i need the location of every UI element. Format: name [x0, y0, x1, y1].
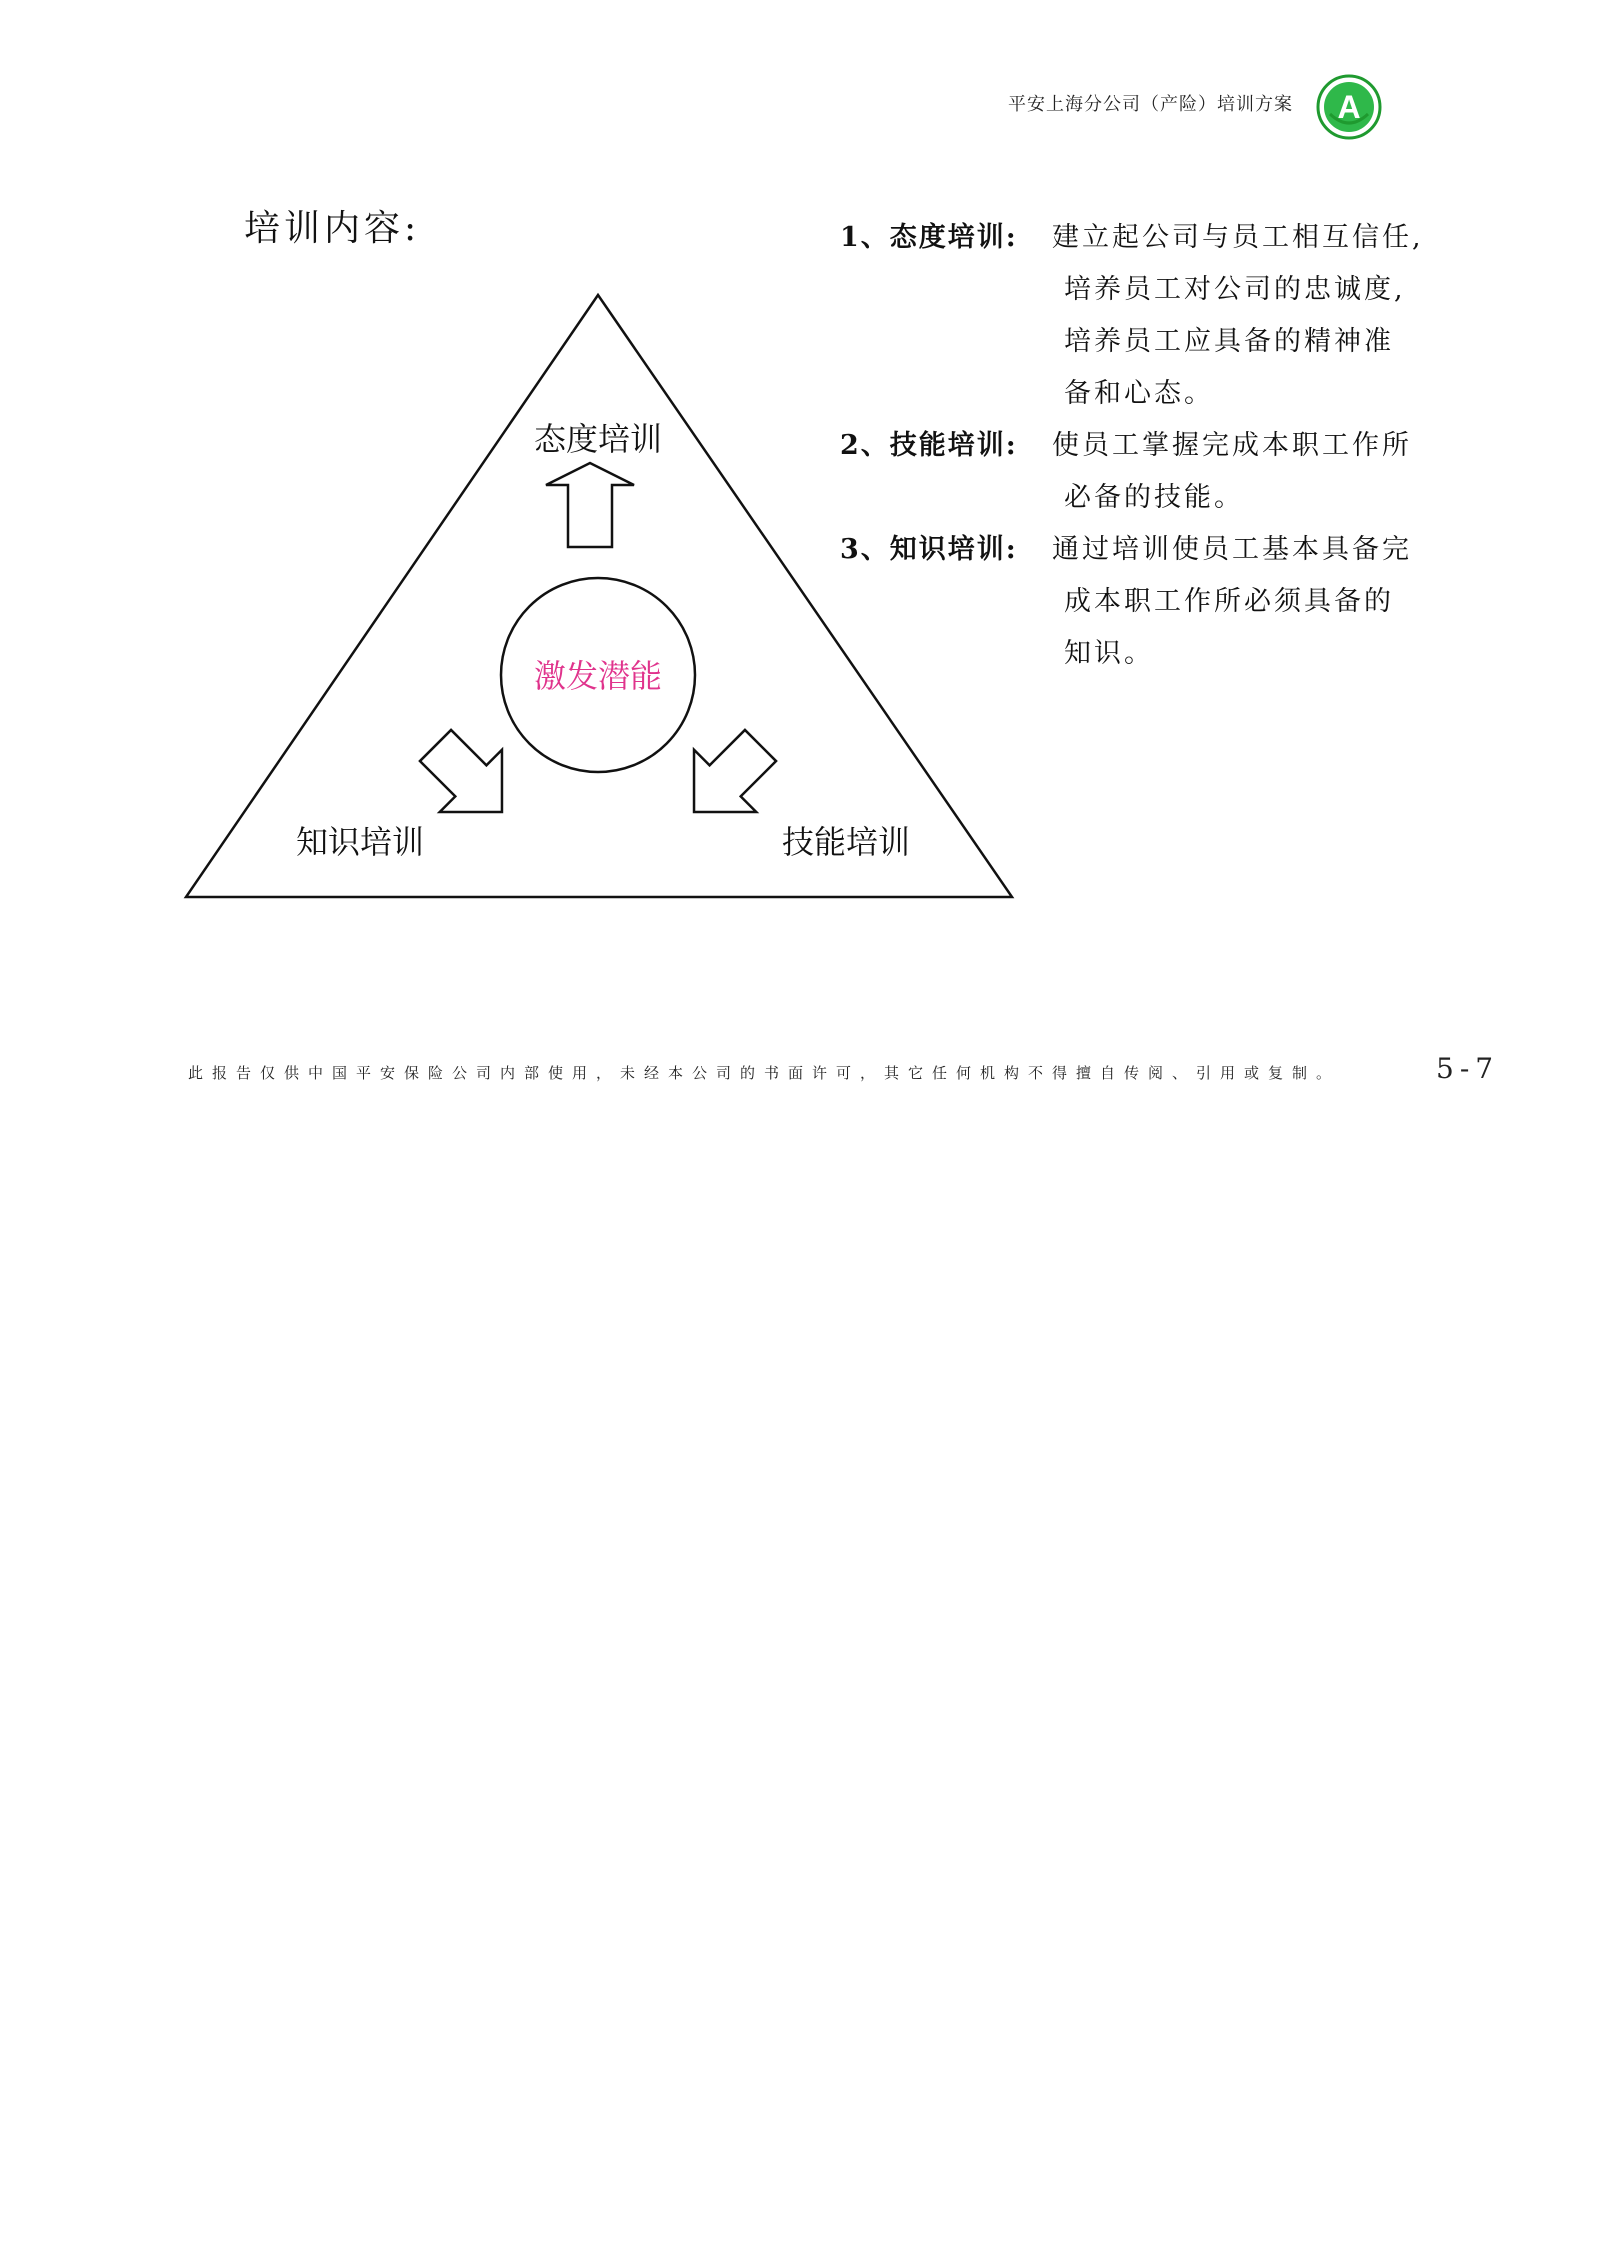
header-title: 平安上海分公司（产险）培训方案 — [1008, 94, 1293, 115]
item-line: 培养员工应具备的精神准 — [1064, 326, 1394, 357]
item-body — [1052, 212, 1480, 420]
list-item — [840, 420, 1480, 524]
right-label: 技能培训 — [781, 823, 911, 861]
center-label: 激发潜能 — [533, 657, 663, 695]
item-label: 2、技能培训: — [840, 430, 1018, 461]
item-line: 通过培训使员工基本具备完 — [1052, 534, 1412, 565]
item-label: 3、知识培训: — [840, 534, 1018, 565]
item-line: 知识。 — [1064, 638, 1154, 669]
training-content-list — [840, 212, 1480, 680]
footer-confidentiality-note: 此报告仅供中国平安保险公司内部使用，未经本公司的书面许可，其它任何机构不得擅自传阅、引用或复制。 — [188, 1064, 1341, 1082]
page-number: 5-7 — [1436, 1052, 1500, 1085]
item-line: 必备的技能。 — [1064, 482, 1244, 513]
company-logo — [1316, 74, 1382, 140]
top-label: 态度培训 — [533, 420, 663, 458]
logo-letter: A — [1337, 89, 1361, 125]
item-line: 建立起公司与员工相互信任, — [1052, 222, 1424, 253]
item-line: 培养员工对公司的忠诚度, — [1064, 274, 1406, 305]
arrow-down-right-icon — [663, 714, 792, 843]
section-heading: 培训内容: — [244, 208, 421, 249]
list-item — [840, 524, 1480, 680]
item-label: 1、态度培训: — [840, 222, 1018, 253]
item-body — [1052, 420, 1480, 524]
item-body — [1052, 524, 1480, 680]
item-line: 使员工掌握完成本职工作所 — [1052, 430, 1412, 461]
item-line: 成本职工作所必须具备的 — [1064, 586, 1394, 617]
item-line: 备和心态。 — [1064, 378, 1214, 409]
left-label: 知识培训 — [295, 823, 425, 861]
list-item — [840, 212, 1480, 420]
arrow-up-icon — [546, 463, 634, 547]
